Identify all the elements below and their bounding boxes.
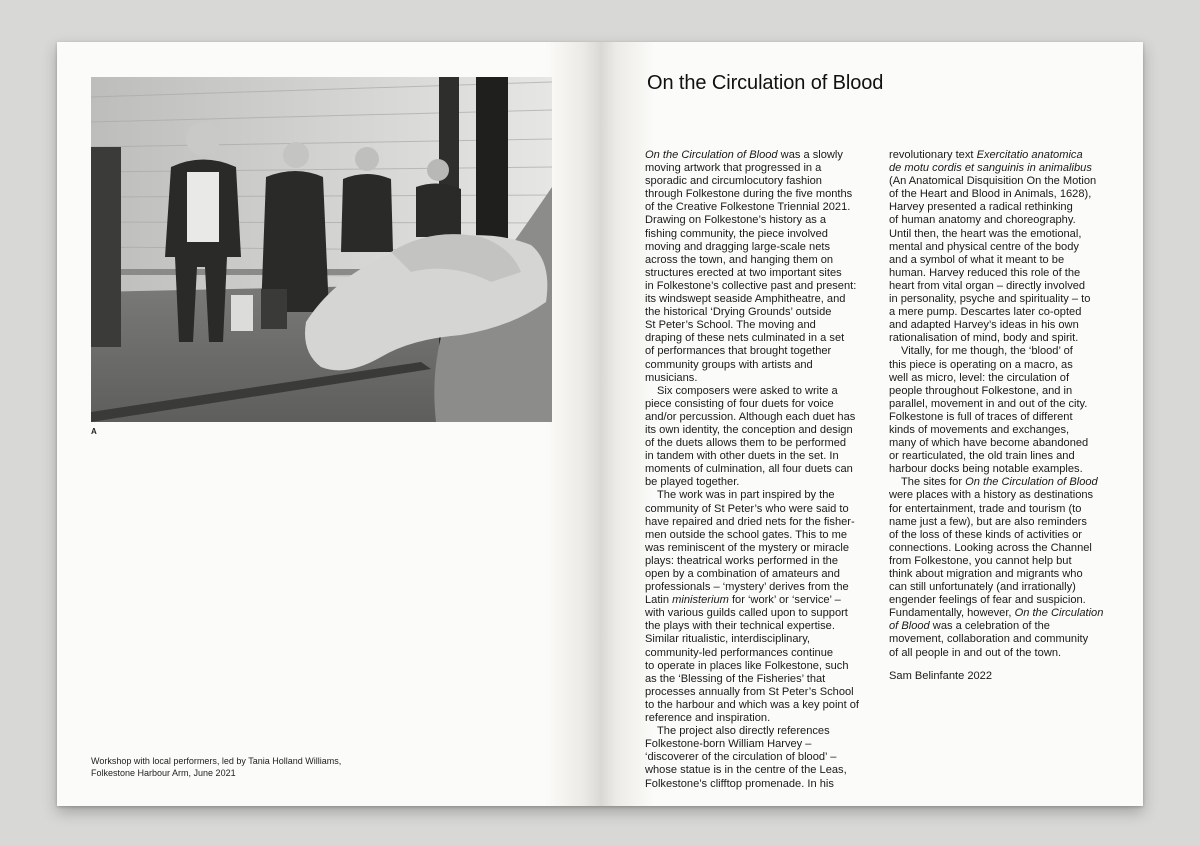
text-line: Vitally, for me though, the ‘blood’ of [901, 345, 1073, 358]
text-line: its windswept seaside Amphitheatre, and [645, 293, 846, 306]
text-line: Until then, the heart was the emotional, [889, 227, 1082, 240]
text-line: moments of culmination, all four duets can [645, 463, 853, 476]
text-line: sporadic and circumlocutory fashion [645, 175, 822, 188]
text-line: of performances that brought together [645, 345, 832, 358]
text-line: community-led performances continue [645, 646, 834, 659]
text-line: Fundamentally, however, On the Circulation [889, 607, 1104, 620]
photo-caption [91, 755, 391, 779]
text-line: The work was in part inspired by the [657, 489, 835, 502]
text-line: St Peter’s School. The moving and [645, 319, 816, 332]
text-line: be played together. [645, 476, 740, 489]
text-line: The project also directly references [657, 725, 830, 738]
text-line: open by a combination of amateurs and [645, 568, 840, 580]
text-line: was reminiscent of the mystery or miracle [645, 541, 850, 554]
text-line: in Folkestone’s collective past and present: [645, 279, 857, 292]
text-line: many of which have become abandoned [889, 437, 1089, 450]
text-line: of the loss of these kinds of activities or [889, 528, 1083, 541]
text-line: this piece is operating on a macro, as [889, 358, 1073, 371]
text-line: structures erected at two important sites [645, 266, 842, 279]
text-line: Latin ministerium for ‘work’ or ‘service’ – [645, 594, 841, 607]
text-line: a mere pump. Descartes later co-opted [889, 306, 1082, 319]
text-line: whose statue is in the centre of the Leas, [645, 764, 847, 777]
text-line: men outside the school gates. This to me [645, 528, 848, 541]
text-line: Harvey presented a radical rethinking [889, 201, 1073, 214]
workshop-photo [91, 77, 552, 422]
text-line: processes annually from St Peter’s School [645, 685, 854, 698]
text-line: human. Harvey reduced this role of the [889, 266, 1081, 279]
text-line: Similar ritualistic, interdisciplinary, [645, 633, 811, 646]
text-line: to the harbour and which was a key point of [645, 698, 859, 711]
text-line: mental and physical centre of the body [889, 240, 1079, 253]
text-line: in tandem with other duets in the set. In [645, 450, 839, 463]
text-line: name just a few), but are also reminders [889, 515, 1087, 528]
text-line: from Folkestone, you cannot help but [889, 554, 1072, 567]
text-line: rationalisation of mind, body and spirit. [889, 332, 1079, 345]
text-line: of the Creative Folkestone Triennial 2021. [645, 201, 851, 214]
text-line: were places with a history as destinations [889, 489, 1094, 502]
book-spread [57, 42, 1143, 806]
text-line: Six composers were asked to write a [657, 384, 838, 397]
text-line: and a symbol of what it meant to be [889, 253, 1065, 266]
caption-line: Workshop with local performers, led by Tania Holland Williams, [91, 756, 342, 766]
text-line: de motu cordis et sanguinis in animalibus [889, 162, 1092, 175]
text-line: think about migration and migrants who [889, 568, 1083, 580]
text-line: its own identity, the conception and design [645, 423, 853, 436]
text-line: the historical ‘Drying Grounds’ outside [645, 306, 832, 319]
text-line: as the ‘Blessing of the Fisheries’ that [645, 672, 826, 685]
text-line: through Folkestone during the five months [645, 188, 853, 201]
paragraph-gap [889, 660, 1119, 670]
text-line: Folkestone’s clifftop promenade. In his [645, 777, 834, 790]
text-line: of Blood was a celebration of the [889, 620, 1050, 633]
text-line: harbour docks being notable examples. [889, 463, 1083, 476]
text-line: for entertainment, trade and tourism (to [889, 502, 1082, 515]
text-column-2 [889, 149, 1119, 683]
text-line: or rearticulated, the old train lines and [889, 450, 1075, 463]
text-line: musicians. [645, 371, 698, 384]
text-line: movement, collaboration and community [889, 633, 1089, 646]
text-line: parallel, movement in and out of the city. [889, 397, 1088, 410]
text-line: with various guilds called upon to support [645, 607, 848, 620]
right-page [600, 42, 1143, 806]
text-line: of human anatomy and choreography. [889, 214, 1076, 227]
text-line: draping of these nets culminated in a set [645, 332, 845, 345]
text-line: well as micro, level: the circulation of [889, 371, 1070, 384]
text-line: (An Anatomical Disquisition On the Motion [889, 175, 1097, 188]
workshop-photo-image [91, 77, 552, 422]
text-line: kinds of movements and exchanges, [889, 423, 1070, 436]
text-line: Drawing on Folkestone’s history as a [645, 214, 827, 227]
text-line: professionals – ‘mystery’ derives from the [645, 581, 849, 594]
text-line: have repaired and dried nets for the fisher- [645, 515, 855, 528]
text-line: the plays with their technical expertise. [645, 620, 835, 633]
text-line: of all people in and out of the town. [889, 646, 1062, 659]
text-line: to operate in places like Folkestone, such [645, 659, 849, 672]
text-line: ‘discoverer of the circulation of blood’ – [645, 751, 837, 764]
text-line: Folkestone-born William Harvey – [645, 738, 812, 751]
text-line: community of St Peter’s who were said to [645, 502, 849, 515]
left-page [57, 42, 600, 806]
text-line: plays: theatrical works performed in the [645, 554, 838, 567]
text-line: Folkestone is full of traces of different [889, 410, 1073, 423]
text-line: can still unfortunately (and irrationally) [889, 581, 1076, 594]
text-line: in personality, psyche and spirituality – to [889, 293, 1091, 306]
article-title: On the Circulation of Blood [647, 72, 884, 94]
text-line: community groups with artists and [645, 358, 813, 371]
text-line: engender feelings of fear and suspicion. [889, 594, 1086, 607]
photo-label: A [91, 427, 97, 436]
text-line: people throughout Folkestone, and in [889, 384, 1073, 397]
text-line: Sam Belinfante 2022 [889, 669, 992, 682]
text-line: On the Circulation of Blood was a slowly [645, 149, 843, 161]
text-line: of the duets allows them to be performed [645, 437, 847, 450]
text-line: heart from vital organ – directly involved [889, 279, 1086, 292]
text-line: moving artwork that progressed in a [645, 162, 822, 175]
text-line: piece consisting of four duets for voice [645, 397, 834, 410]
text-line: fishing community, the piece involved [645, 227, 828, 240]
text-line: across the town, and hanging them on [645, 253, 834, 266]
text-line: The sites for On the Circulation of Blood [901, 476, 1098, 489]
caption-line: Folkestone Harbour Arm, June 2021 [91, 768, 236, 778]
text-line: reference and inspiration. [645, 712, 771, 725]
text-line: moving and dragging large-scale nets [645, 240, 831, 253]
text-column-1 [645, 149, 875, 791]
text-line: and adapted Harvey’s ideas in his own [889, 319, 1079, 332]
text-line: connections. Looking across the Channel [889, 541, 1092, 554]
text-line: and/or percussion. Although each duet has [645, 410, 856, 423]
text-line: of the Heart and Blood in Animals, 1628), [889, 188, 1092, 201]
text-line: revolutionary text Exercitatio anatomica [889, 149, 1083, 161]
